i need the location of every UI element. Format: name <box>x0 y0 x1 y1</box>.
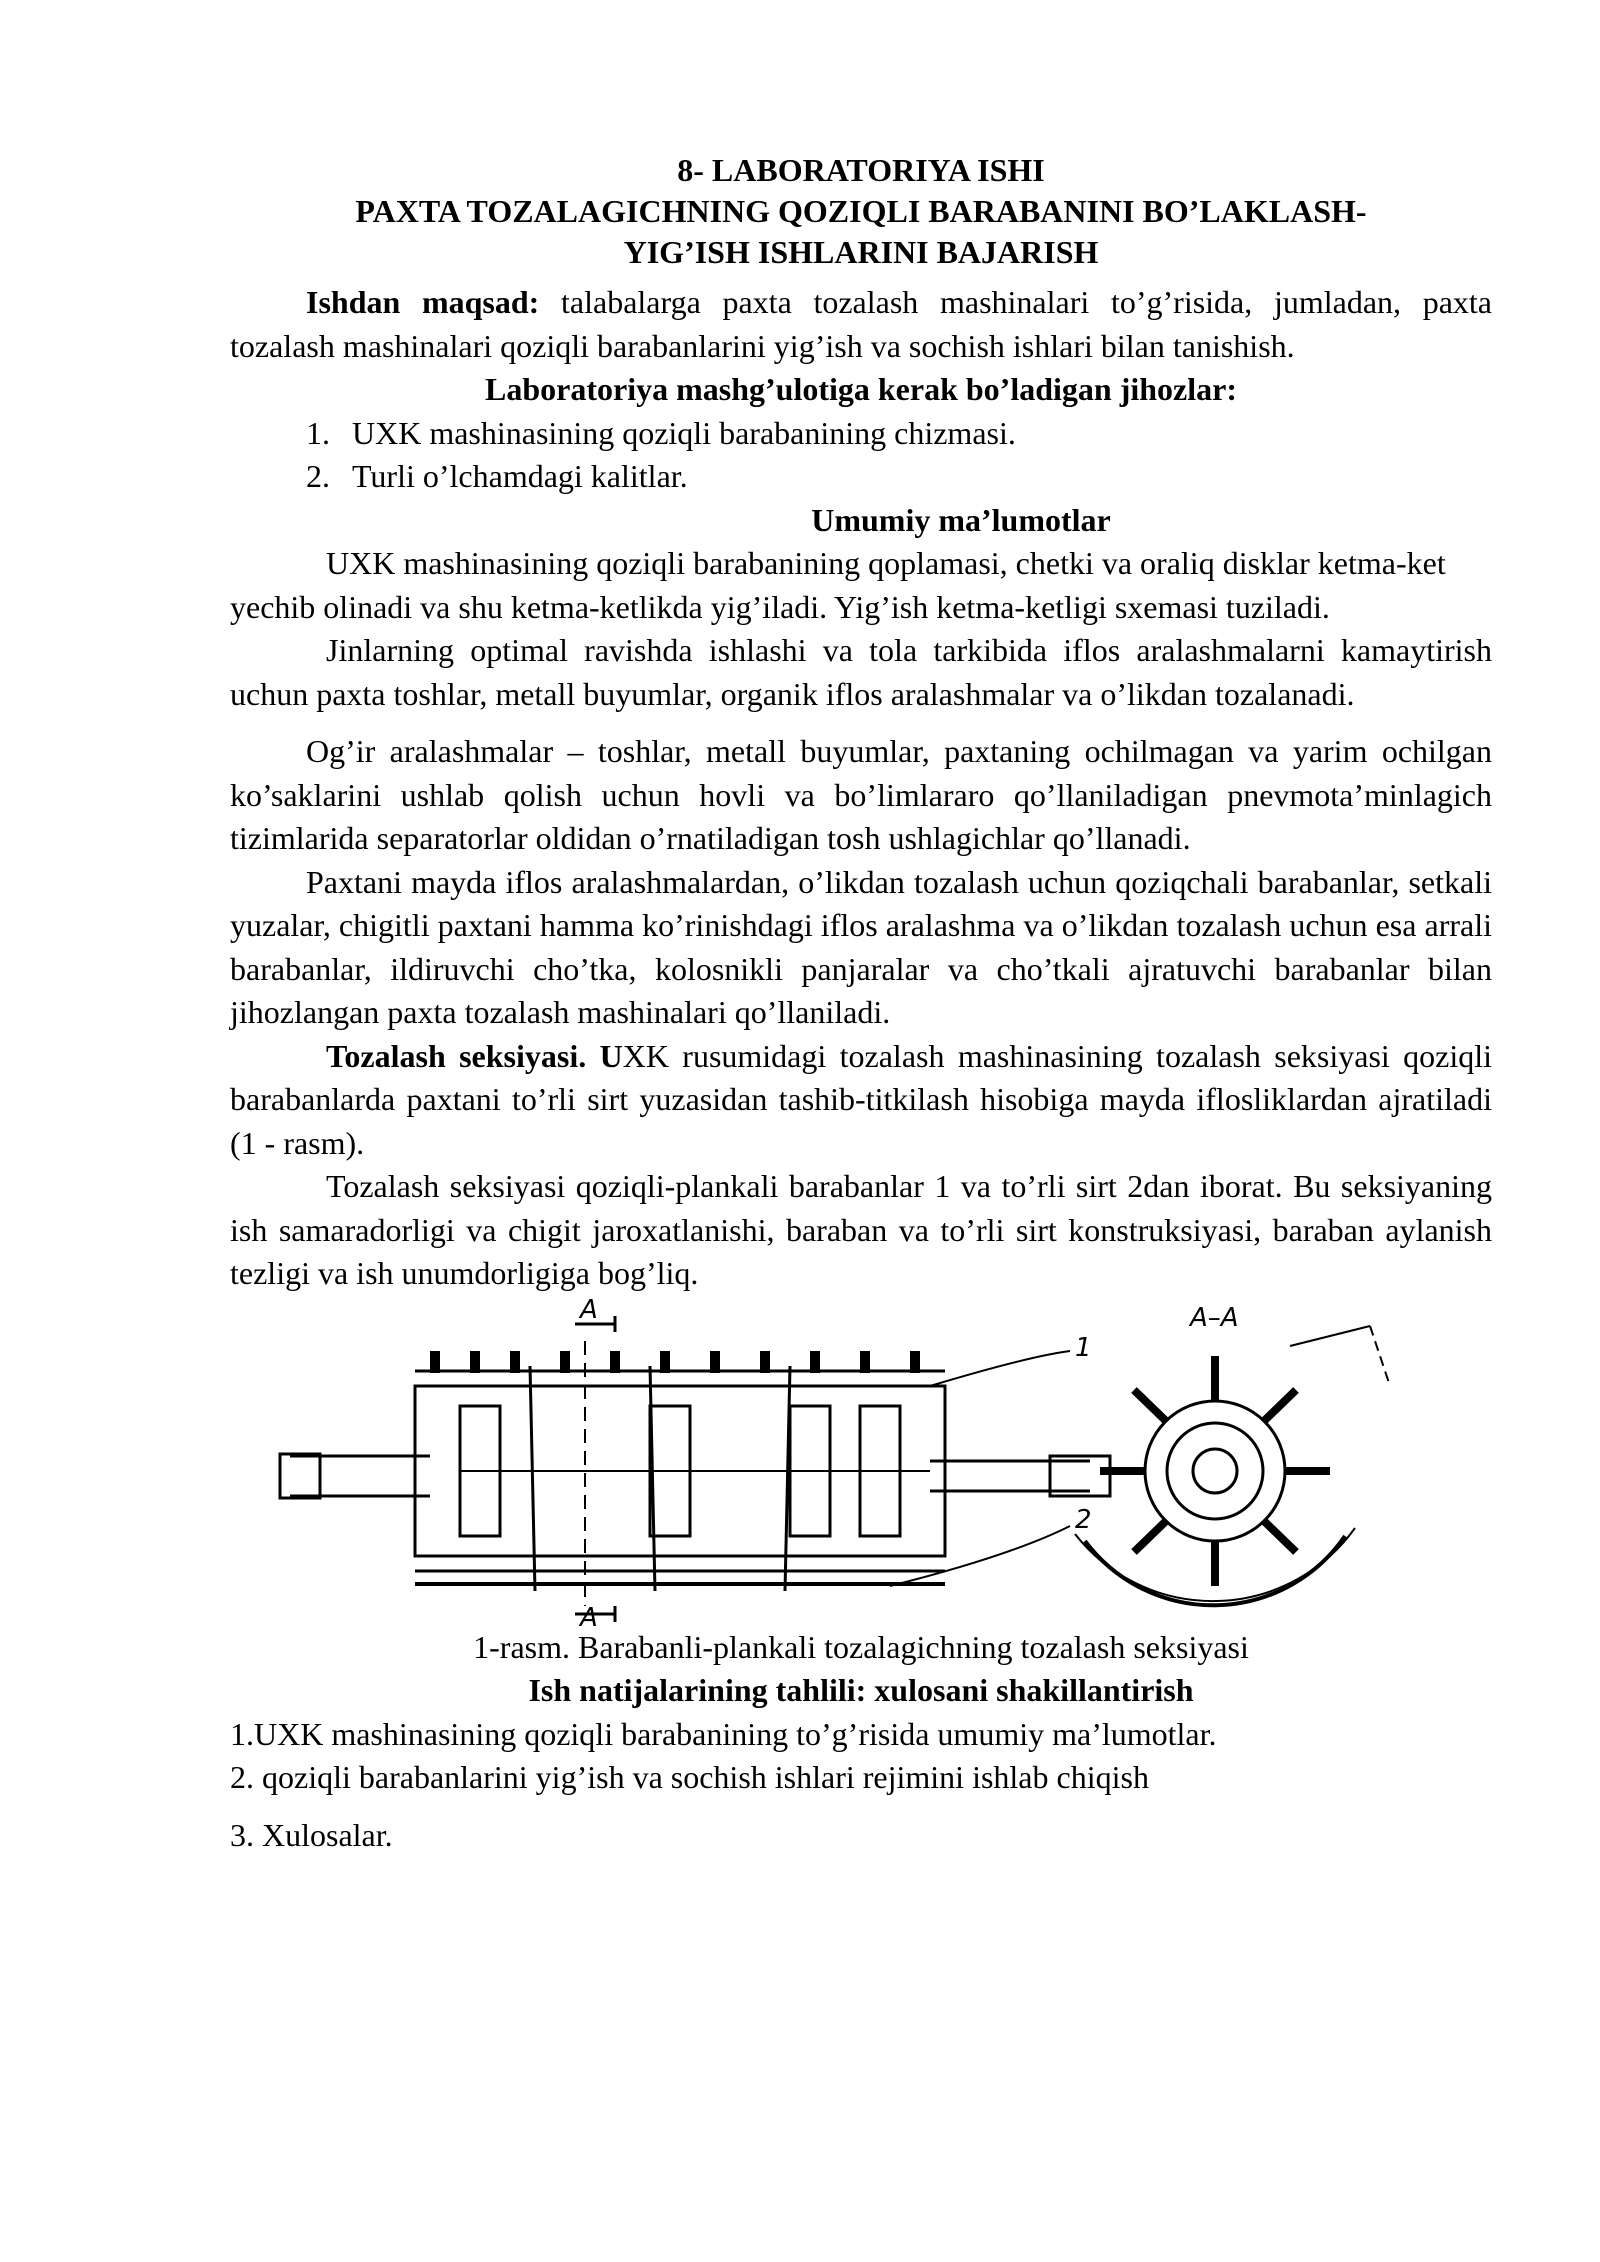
lab-number-heading: 8- LABORATORIYA ISHI <box>677 152 1045 188</box>
label-2: 2 <box>1075 1504 1092 1535</box>
drum-section-figure <box>230 1296 1492 1626</box>
general-paragraph-6: Tozalash seksiyasi qoziqli-plankali barabanlar 1 va to’rli sirt 2dan iborat. Bu seksiyaning ish samaradorligi va chigit jaroxatlanishi, baraban va to’rli sirt konstruksiyasi, baraban aylanish tezligi va ish unumdorligiga bog’liq. <box>230 1168 1492 1291</box>
label-section: A–A <box>1190 1302 1239 1333</box>
title-line-2: YIG’ISH ISHLARINI BAJARISH <box>623 234 1099 270</box>
section-label: Tozalash seksiyasi. <box>326 1037 587 1074</box>
analysis-item-3: 3. Xulosalar. <box>230 1816 393 1853</box>
general-paragraph-1: UXK mashinasining qoziqli barabanining qoplamasi, chetki va oraliq disklar ketma-ket yechib olinadi va shu ketma-ketlikda yig’iladi. Yig’ish ketma-ketligi sxemasi tuziladi. <box>230 545 1446 625</box>
label-a-top: A <box>580 1295 598 1325</box>
drum-drawing <box>230 1296 1492 1626</box>
label-a-bottom: A <box>580 1602 598 1626</box>
document-page <box>230 150 1492 1857</box>
general-heading: Umumiy ma’lumotlar <box>811 501 1111 538</box>
analysis-heading: Ish natijalarining tahlili: xulosani shakillantirish <box>528 1672 1194 1708</box>
goal-paragraph <box>230 281 1492 368</box>
equipment-heading: Laboratoriya mashg’ulotiga kerak bo’ladigan jihozlar: <box>484 371 1237 407</box>
figure-caption: 1-rasm. Barabanli-plankali tozalagichning tozalash seksiyasi <box>473 1628 1249 1665</box>
general-paragraph-4: Paxtani mayda iflos aralashmalardan, o’likdan tozalash uchun qoziqchali barabanlar, setkali yuzalar, chigitli paxtani hamma ko’rinishdagi iflos aralashma va o’likdan tozalash uchun esa arrali barabanlar, ildiruvchi cho’tka, kolosnikli panjaralar va cho’tkali ajratuvchi barabanlar bilan jihozlangan paxta tozalash mashinalari qo’llaniladi. <box>230 863 1492 1030</box>
goal-text: talabalarga paxta tozalash mashinalari to’g’risida, jumladan, paxta tozalash mashinalari qoziqli barabanlarini yig’ish va sochish ishlari bilan tanishish. <box>230 284 1493 364</box>
equipment-list <box>230 412 1492 499</box>
analysis-item-1: 1.UXK mashinasining qoziqli barabanining to’g’risida umumiy ma’lumotlar. <box>230 1715 1217 1752</box>
goal-label: Ishdan maqsad: <box>306 284 540 320</box>
list-item: 1. UXK mashinasining qoziqli barabanining chizmasi. <box>306 414 1016 451</box>
general-paragraph-5: Tozalash seksiyasi. UXK rusumidagi tozalash mashinasining tozalash seksiyasi qoziqli barabanlarda paxtani to’rli sirt yuzasidan tashib-titkilash hisobiga mayda iflosliklardan ajratiladi (1 - rasm). <box>230 1037 1493 1161</box>
radial-pegs <box>1100 1356 1330 1586</box>
list-item: 2. Turli o’lchamdagi kalitlar. <box>306 458 688 494</box>
title-line-1: PAXTA TOZALAGICHNING QOZIQLI BARABANINI BO’LAKLASH- <box>355 193 1367 229</box>
general-paragraph-2: Jinlarning optimal ravishda ishlashi va tola tarkibida iflos aralashmalarni kamaytirish uchun paxta toshlar, metall buyumlar, organik iflos aralashmalar va o’likdan tozalanadi. <box>230 632 1492 712</box>
label-1: 1 <box>1075 1332 1092 1363</box>
general-paragraph-3: Og’ir aralashmalar – toshlar, metall buyumlar, paxtaning ochilmagan va yarim ochilgan ko’saklarini ushlab qolish uchun hovli va bo’limlararo qo’llaniladigan pnevmota’minlagich tizimlarida separatorlar oldidan o’rnatiladigan tosh ushlagichlar qo’llanadi. <box>230 733 1492 856</box>
analysis-item-2: 2. qoziqli barabanlarini yig’ish va sochish ishlari rejimini ishlab chiqish <box>230 1759 1149 1795</box>
